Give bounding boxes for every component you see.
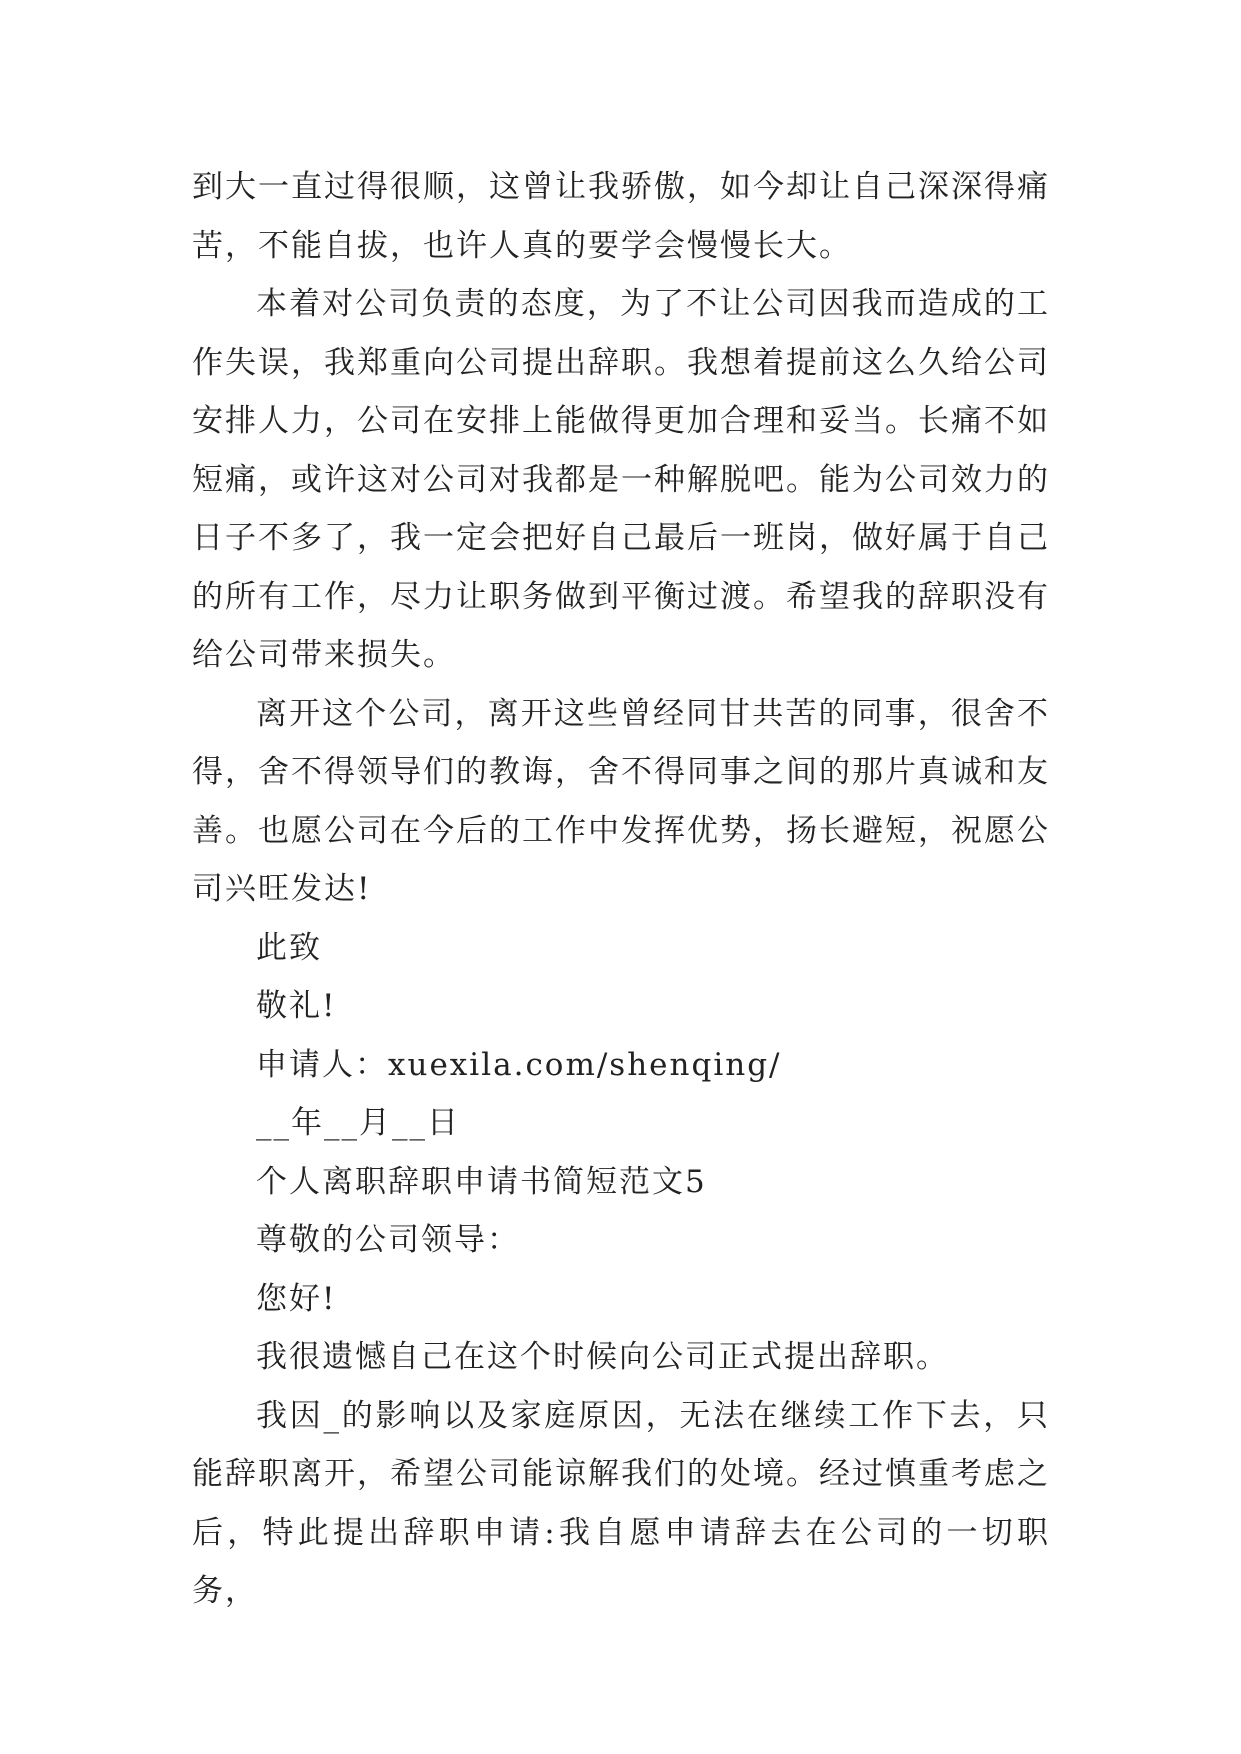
applicant-line: 申请人：xuexila.com/shenqing/: [256, 1046, 782, 1083]
paragraph-reason: 我因_的影响以及家庭原因，无法在继续工作下去，只能辞职离开，希望公司能谅解我们的处境。经过慎重考虑之后，特此提出辞职申请:我自愿申请辞去在公司的一切职务，: [192, 1397, 1050, 1609]
closing-regards: 敬礼!: [256, 988, 337, 1024]
paragraph-farewell: 离开这个公司，离开这些曾经同甘共苦的同事，很舍不得，舍不得领导们的教诲，舍不得同事之间的那片真诚和友善。也愿公司在今后的工作中发挥优势，扬长避短，祝愿公司兴旺发达!: [192, 695, 1050, 907]
paragraph-continuation: 到大一直过得很顺，这曾让我骄傲，如今却让自己深深得痛苦，不能自拔，也许人真的要学会慢慢长大。: [192, 169, 1050, 264]
section-title: 个人离职辞职申请书简短范文5: [256, 1163, 707, 1200]
greeting-hello: 您好!: [256, 1280, 337, 1317]
date-line: __年__月__日: [256, 1105, 460, 1141]
opening-sentence: 我很遗憾自己在这个时候向公司正式提出辞职。: [256, 1339, 949, 1375]
closing-salutation: 此致: [256, 929, 322, 966]
document-body: [192, 158, 1050, 1621]
greeting-recipient: 尊敬的公司领导：: [256, 1222, 520, 1258]
paragraph-responsibility: 本着对公司负责的态度，为了不让公司因我而造成的工作失误，我郑重向公司提出辞职。我想着提前这么久给公司安排人力，公司在安排上能做得更加合理和妥当。长痛不如短痛，或许这对公司对我都是一种解脱吧。能为公司效力的日子不多了，我一定会把好自己最后一班岗，做好属于自己的所有工作，尽力让职务做到平衡过渡。希望我的辞职没有给公司带来损失。: [192, 286, 1050, 673]
